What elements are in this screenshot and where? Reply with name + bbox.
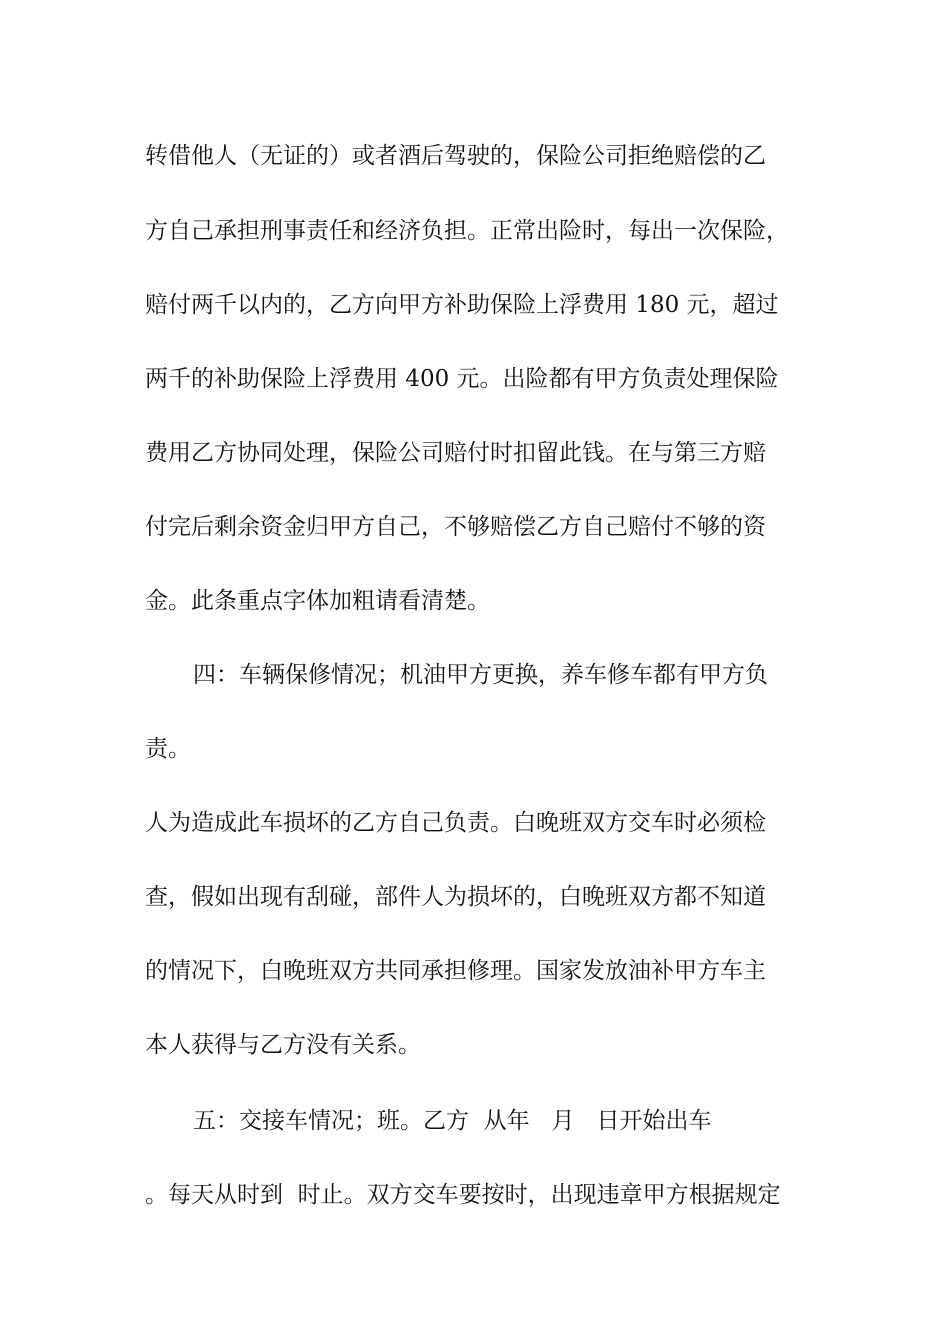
text-line: 费用乙方协同处理，保险公司赔付时扣留此钱。在与第三方赔 — [145, 440, 766, 466]
section-heading-line: 四：车辆保修情况；机油甲方更换，养车修车都有甲方负 — [193, 662, 768, 688]
text-line: 金。此条重点字体加粗请看清楚。 — [145, 588, 490, 614]
text-line: 本人获得与乙方没有关系。 — [145, 1032, 421, 1058]
section-heading-line: 五：交接车情况；班。乙方 从年 月 日开始出车 — [193, 1108, 712, 1134]
text-line: 赔付两千以内的，乙方向甲方补助保险上浮费用 180 元，超过 — [145, 292, 779, 318]
text-line: 查，假如出现有刮碰，部件人为损坏的，白晚班双方都不知道 — [145, 884, 766, 910]
text-line: 。每天从时到 时止。双方交车要按时，出现违章甲方根据规定 — [145, 1182, 781, 1208]
text-line: 责。 — [145, 736, 191, 762]
text-line: 方自己承担刑事责任和经济负担。正常出险时，每出一次保险， — [145, 218, 789, 244]
text-line: 的情况下，白晚班双方共同承担修理。国家发放油补甲方车主 — [145, 958, 766, 984]
text-line: 两千的补助保险上浮费用 400 元。出险都有甲方负责处理保险 — [145, 366, 779, 392]
text-line: 人为造成此车损坏的乙方自己负责。白晚班双方交车时必须检 — [145, 810, 766, 836]
text-line: 转借他人（无证的）或者酒后驾驶的，保险公司拒绝赔偿的乙 — [145, 143, 766, 169]
text-line: 付完后剩余资金归甲方自己，不够赔偿乙方自己赔付不够的资 — [145, 514, 766, 540]
